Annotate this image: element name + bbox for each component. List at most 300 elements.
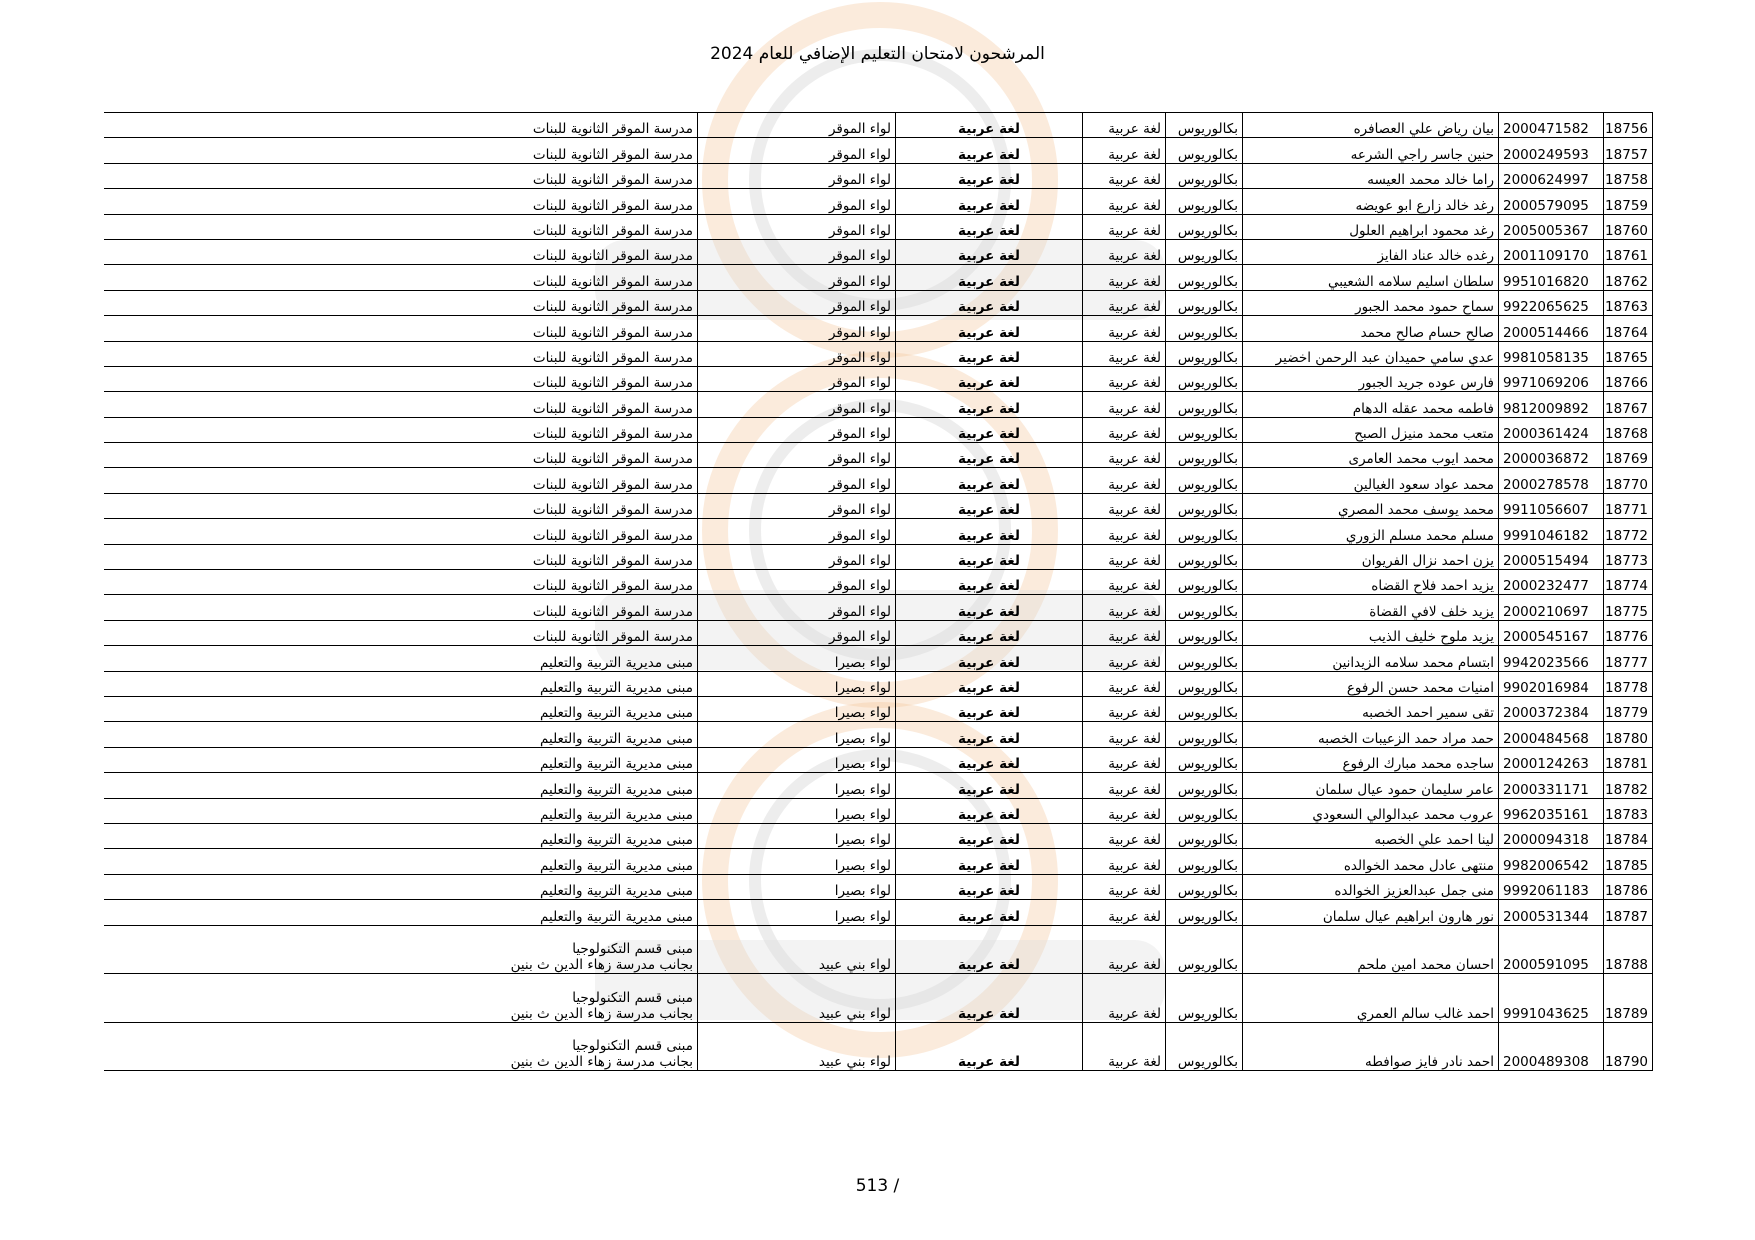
degree-cell: بكالوريوس	[1166, 696, 1243, 721]
major-cell: لغة عربية	[1083, 113, 1166, 138]
major-cell: لغة عربية	[1083, 747, 1166, 772]
exam-center-cell	[105, 925, 698, 974]
exam-center-line: مدرسة الموقر الثانوية للبنات	[532, 426, 693, 443]
major-cell: لغة عربية	[1083, 974, 1166, 1023]
degree-cell: بكالوريوس	[1166, 417, 1243, 442]
degree-cell: بكالوريوس	[1166, 341, 1243, 366]
national-id-cell: 2000232477	[1499, 570, 1604, 595]
subject-cell: لغة عربية	[896, 341, 1083, 366]
name-cell: ابتسام محمد سلامه الزيدانين	[1243, 646, 1499, 671]
name-cell: متعب محمد منيزل الصبح	[1243, 417, 1499, 442]
major-cell: لغة عربية	[1083, 519, 1166, 544]
serial-cell: 18770	[1604, 468, 1653, 493]
exam-center-line: مدرسة الموقر الثانوية للبنات	[532, 603, 693, 620]
national-id-cell: 2000531344	[1499, 900, 1604, 925]
exam-center-cell	[105, 214, 698, 239]
serial-cell: 18785	[1604, 849, 1653, 874]
table-row	[105, 849, 1653, 874]
degree-cell: بكالوريوس	[1166, 900, 1243, 925]
subject-cell: لغة عربية	[896, 290, 1083, 315]
table-row	[105, 671, 1653, 696]
serial-cell: 18778	[1604, 671, 1653, 696]
district-cell: لواء بصيرا	[698, 646, 896, 671]
subject-cell: لغة عربية	[896, 747, 1083, 772]
table-row	[105, 519, 1653, 544]
district-cell: لواء الموقر	[698, 468, 896, 493]
name-cell: ساجده محمد مبارك الرفوع	[1243, 747, 1499, 772]
district-cell: لواء بصيرا	[698, 747, 896, 772]
national-id-cell: 2000484568	[1499, 722, 1604, 747]
degree-cell: بكالوريوس	[1166, 823, 1243, 848]
table-row	[105, 823, 1653, 848]
exam-center-cell	[105, 138, 698, 163]
subject-cell: لغة عربية	[896, 696, 1083, 721]
subject-cell: لغة عربية	[896, 519, 1083, 544]
subject-cell: لغة عربية	[896, 570, 1083, 595]
serial-cell: 18766	[1604, 366, 1653, 391]
serial-cell: 18780	[1604, 722, 1653, 747]
major-cell: لغة عربية	[1083, 570, 1166, 595]
table-row	[105, 239, 1653, 264]
name-cell: امنيات محمد حسن الرفوع	[1243, 671, 1499, 696]
subject-cell: لغة عربية	[896, 849, 1083, 874]
exam-center-cell	[105, 519, 698, 544]
exam-center-line: مدرسة الموقر الثانوية للبنات	[532, 146, 693, 163]
exam-center-cell	[105, 366, 698, 391]
subject-cell: لغة عربية	[896, 366, 1083, 391]
serial-cell: 18775	[1604, 595, 1653, 620]
table-row	[105, 722, 1653, 747]
serial-cell: 18790	[1604, 1022, 1653, 1071]
district-cell: لواء الموقر	[698, 290, 896, 315]
table-row	[105, 1022, 1653, 1071]
major-cell: لغة عربية	[1083, 214, 1166, 239]
national-id-cell: 2000372384	[1499, 696, 1604, 721]
subject-cell: لغة عربية	[896, 544, 1083, 569]
district-cell: لواء الموقر	[698, 519, 896, 544]
subject-cell: لغة عربية	[896, 595, 1083, 620]
name-cell: احمد غالب سالم العمري	[1243, 974, 1499, 1023]
national-id-cell: 9902016984	[1499, 671, 1604, 696]
exam-center-line: مدرسة الموقر الثانوية للبنات	[532, 629, 693, 646]
table-row	[105, 974, 1653, 1023]
national-id-cell: 9981058135	[1499, 341, 1604, 366]
table-row	[105, 874, 1653, 899]
serial-cell: 18776	[1604, 620, 1653, 645]
exam-center-cell	[105, 265, 698, 290]
subject-cell: لغة عربية	[896, 392, 1083, 417]
national-id-cell: 2000579095	[1499, 189, 1604, 214]
district-cell: لواء بصيرا	[698, 773, 896, 798]
table-row	[105, 595, 1653, 620]
national-id-cell: 2000489308	[1499, 1022, 1604, 1071]
name-cell: محمد عواد سعود الغيالين	[1243, 468, 1499, 493]
table-row	[105, 900, 1653, 925]
name-cell: يزيد ملوح خليف الذيب	[1243, 620, 1499, 645]
table-row	[105, 316, 1653, 341]
name-cell: سماح حمود محمد الجبور	[1243, 290, 1499, 315]
table-row	[105, 620, 1653, 645]
degree-cell: بكالوريوس	[1166, 392, 1243, 417]
exam-center-cell	[105, 646, 698, 671]
district-cell: لواء بصيرا	[698, 671, 896, 696]
page-number: 513 /	[855, 1176, 900, 1196]
major-cell: لغة عربية	[1083, 900, 1166, 925]
degree-cell: بكالوريوس	[1166, 671, 1243, 696]
national-id-cell: 2000210697	[1499, 595, 1604, 620]
national-id-cell: 2000278578	[1499, 468, 1604, 493]
district-cell: لواء الموقر	[698, 417, 896, 442]
subject-cell: لغة عربية	[896, 773, 1083, 798]
subject-cell: لغة عربية	[896, 239, 1083, 264]
district-cell: لواء بني عبيد	[698, 925, 896, 974]
exam-center-cell	[105, 544, 698, 569]
serial-cell: 18777	[1604, 646, 1653, 671]
exam-center-line: مدرسة الموقر الثانوية للبنات	[532, 299, 693, 316]
serial-cell: 18768	[1604, 417, 1653, 442]
district-cell: لواء الموقر	[698, 595, 896, 620]
serial-cell: 18761	[1604, 239, 1653, 264]
district-cell: لواء الموقر	[698, 316, 896, 341]
degree-cell: بكالوريوس	[1166, 519, 1243, 544]
table-row	[105, 773, 1653, 798]
major-cell: لغة عربية	[1083, 671, 1166, 696]
serial-cell: 18784	[1604, 823, 1653, 848]
degree-cell: بكالوريوس	[1166, 925, 1243, 974]
serial-cell: 18787	[1604, 900, 1653, 925]
degree-cell: بكالوريوس	[1166, 773, 1243, 798]
exam-center-line: مبنى مديرية التربية والتعليم	[540, 883, 693, 900]
degree-cell: بكالوريوس	[1166, 747, 1243, 772]
table-row	[105, 696, 1653, 721]
national-id-cell: 9922065625	[1499, 290, 1604, 315]
degree-cell: بكالوريوس	[1166, 265, 1243, 290]
exam-center-line: مبنى مديرية التربية والتعليم	[540, 705, 693, 722]
name-cell: لينا احمد علي الخصبه	[1243, 823, 1499, 848]
major-cell: لغة عربية	[1083, 189, 1166, 214]
serial-cell: 18763	[1604, 290, 1653, 315]
exam-center-line: مدرسة الموقر الثانوية للبنات	[532, 273, 693, 290]
national-id-cell: 9812009892	[1499, 392, 1604, 417]
subject-cell: لغة عربية	[896, 443, 1083, 468]
table-row	[105, 417, 1653, 442]
name-cell: تقى سمير احمد الخصبه	[1243, 696, 1499, 721]
district-cell: لواء الموقر	[698, 366, 896, 391]
serial-cell: 18765	[1604, 341, 1653, 366]
name-cell: منتهى عادل محمد الخوالده	[1243, 849, 1499, 874]
national-id-cell: 2000545167	[1499, 620, 1604, 645]
serial-cell: 18788	[1604, 925, 1653, 974]
major-cell: لغة عربية	[1083, 849, 1166, 874]
exam-center-line: مدرسة الموقر الثانوية للبنات	[532, 121, 693, 138]
district-cell: لواء بصيرا	[698, 823, 896, 848]
exam-center-cell	[105, 849, 698, 874]
exam-center-line: مبنى قسم التكنولوجيا	[572, 941, 693, 957]
degree-cell: بكالوريوس	[1166, 1022, 1243, 1071]
candidates-table	[104, 112, 1653, 1071]
name-cell: حمد مراد حمد الزعيبات الخصبه	[1243, 722, 1499, 747]
national-id-cell: 9991043625	[1499, 974, 1604, 1023]
district-cell: لواء بصيرا	[698, 722, 896, 747]
exam-center-line: بجانب مدرسة زهاء الدين ث بنين	[510, 1054, 693, 1070]
national-id-cell: 9911056607	[1499, 493, 1604, 518]
exam-center-cell	[105, 341, 698, 366]
exam-center-line: مبنى قسم التكنولوجيا	[572, 1038, 693, 1054]
table-row	[105, 163, 1653, 188]
serial-cell: 18760	[1604, 214, 1653, 239]
major-cell: لغة عربية	[1083, 823, 1166, 848]
name-cell: محمد يوسف محمد المصري	[1243, 493, 1499, 518]
degree-cell: بكالوريوس	[1166, 722, 1243, 747]
table-row	[105, 290, 1653, 315]
exam-center-line: مبنى قسم التكنولوجيا	[572, 989, 693, 1006]
major-cell: لغة عربية	[1083, 773, 1166, 798]
exam-center-cell	[105, 163, 698, 188]
major-cell: لغة عربية	[1083, 646, 1166, 671]
exam-center-cell	[105, 239, 698, 264]
degree-cell: بكالوريوس	[1166, 443, 1243, 468]
serial-cell: 18756	[1604, 113, 1653, 138]
exam-center-cell	[105, 620, 698, 645]
major-cell: لغة عربية	[1083, 1022, 1166, 1071]
exam-center-line: مدرسة الموقر الثانوية للبنات	[532, 451, 693, 468]
major-cell: لغة عربية	[1083, 443, 1166, 468]
serial-cell: 18758	[1604, 163, 1653, 188]
exam-center-cell	[105, 1022, 698, 1071]
table-row	[105, 341, 1653, 366]
serial-cell: 18774	[1604, 570, 1653, 595]
national-id-cell: 2000591095	[1499, 925, 1604, 974]
degree-cell: بكالوريوس	[1166, 138, 1243, 163]
degree-cell: بكالوريوس	[1166, 620, 1243, 645]
exam-center-line: مدرسة الموقر الثانوية للبنات	[532, 476, 693, 493]
major-cell: لغة عربية	[1083, 620, 1166, 645]
degree-cell: بكالوريوس	[1166, 316, 1243, 341]
national-id-cell: 2000094318	[1499, 823, 1604, 848]
exam-center-line: مبنى مديرية التربية والتعليم	[540, 857, 693, 874]
subject-cell: لغة عربية	[896, 823, 1083, 848]
name-cell: راما خالد محمد العيسه	[1243, 163, 1499, 188]
table-row	[105, 443, 1653, 468]
serial-cell: 18783	[1604, 798, 1653, 823]
exam-center-line: مبنى مديرية التربية والتعليم	[540, 679, 693, 696]
national-id-cell: 2005005367	[1499, 214, 1604, 239]
name-cell: نور هارون ابراهيم عيال سلمان	[1243, 900, 1499, 925]
name-cell: يزن احمد نزال الفريوان	[1243, 544, 1499, 569]
exam-center-cell	[105, 798, 698, 823]
name-cell: يزيد احمد فلاح القضاه	[1243, 570, 1499, 595]
degree-cell: بكالوريوس	[1166, 214, 1243, 239]
exam-center-line: مدرسة الموقر الثانوية للبنات	[532, 197, 693, 214]
exam-center-line: مدرسة الموقر الثانوية للبنات	[532, 349, 693, 366]
exam-center-line: مدرسة الموقر الثانوية للبنات	[532, 375, 693, 392]
exam-center-cell	[105, 595, 698, 620]
major-cell: لغة عربية	[1083, 392, 1166, 417]
page-title: المرشحون لامتحان التعليم الإضافي للعام 2024	[710, 44, 1045, 64]
district-cell: لواء بصيرا	[698, 874, 896, 899]
degree-cell: بكالوريوس	[1166, 468, 1243, 493]
major-cell: لغة عربية	[1083, 925, 1166, 974]
subject-cell: لغة عربية	[896, 925, 1083, 974]
subject-cell: لغة عربية	[896, 722, 1083, 747]
serial-cell: 18773	[1604, 544, 1653, 569]
exam-center-cell	[105, 316, 698, 341]
national-id-cell: 2000515494	[1499, 544, 1604, 569]
exam-center-line: مدرسة الموقر الثانوية للبنات	[532, 324, 693, 341]
subject-cell: لغة عربية	[896, 974, 1083, 1023]
subject-cell: لغة عربية	[896, 316, 1083, 341]
exam-center-cell	[105, 493, 698, 518]
serial-cell: 18772	[1604, 519, 1653, 544]
table-row	[105, 798, 1653, 823]
name-cell: حنين جاسر راجي الشرعه	[1243, 138, 1499, 163]
exam-center-line: مدرسة الموقر الثانوية للبنات	[532, 222, 693, 239]
table-row	[105, 265, 1653, 290]
exam-center-line: مبنى مديرية التربية والتعليم	[540, 730, 693, 747]
name-cell: محمد ايوب محمد العامرى	[1243, 443, 1499, 468]
degree-cell: بكالوريوس	[1166, 113, 1243, 138]
table-row	[105, 468, 1653, 493]
degree-cell: بكالوريوس	[1166, 189, 1243, 214]
district-cell: لواء الموقر	[698, 493, 896, 518]
subject-cell: لغة عربية	[896, 189, 1083, 214]
district-cell: لواء الموقر	[698, 392, 896, 417]
major-cell: لغة عربية	[1083, 722, 1166, 747]
degree-cell: بكالوريوس	[1166, 570, 1243, 595]
district-cell: لواء بصيرا	[698, 798, 896, 823]
subject-cell: لغة عربية	[896, 671, 1083, 696]
degree-cell: بكالوريوس	[1166, 239, 1243, 264]
exam-center-cell	[105, 671, 698, 696]
district-cell: لواء الموقر	[698, 443, 896, 468]
major-cell: لغة عربية	[1083, 544, 1166, 569]
subject-cell: لغة عربية	[896, 163, 1083, 188]
national-id-cell: 2000124263	[1499, 747, 1604, 772]
serial-cell: 18781	[1604, 747, 1653, 772]
major-cell: لغة عربية	[1083, 417, 1166, 442]
name-cell: فارس عوده جريد الجبور	[1243, 366, 1499, 391]
name-cell: بيان رياض علي العصافره	[1243, 113, 1499, 138]
exam-center-line: مبنى مديرية التربية والتعليم	[540, 832, 693, 849]
exam-center-line: مبنى مديرية التربية والتعليم	[540, 908, 693, 925]
district-cell: لواء بصيرا	[698, 900, 896, 925]
name-cell: سلطان اسليم سلامه الشعيبي	[1243, 265, 1499, 290]
district-cell: لواء بني عبيد	[698, 974, 896, 1023]
exam-center-cell	[105, 696, 698, 721]
national-id-cell: 2000331171	[1499, 773, 1604, 798]
table-row	[105, 392, 1653, 417]
district-cell: لواء الموقر	[698, 138, 896, 163]
exam-center-line: مبنى مديرية التربية والتعليم	[540, 654, 693, 671]
exam-center-cell	[105, 974, 698, 1023]
exam-center-cell	[105, 392, 698, 417]
subject-cell: لغة عربية	[896, 214, 1083, 239]
national-id-cell: 2000361424	[1499, 417, 1604, 442]
national-id-cell: 9991046182	[1499, 519, 1604, 544]
national-id-cell: 9962035161	[1499, 798, 1604, 823]
exam-center-line: مدرسة الموقر الثانوية للبنات	[532, 400, 693, 417]
major-cell: لغة عربية	[1083, 163, 1166, 188]
name-cell: رغد خالد زارع ابو عويضه	[1243, 189, 1499, 214]
table-row	[105, 570, 1653, 595]
name-cell: عدي سامي حميدان عبد الرحمن اخضير	[1243, 341, 1499, 366]
district-cell: لواء الموقر	[698, 189, 896, 214]
exam-center-cell	[105, 570, 698, 595]
major-cell: لغة عربية	[1083, 290, 1166, 315]
name-cell: منى جمل عبدالعزيز الخوالده	[1243, 874, 1499, 899]
exam-center-line: مدرسة الموقر الثانوية للبنات	[532, 248, 693, 265]
district-cell: لواء الموقر	[698, 570, 896, 595]
major-cell: لغة عربية	[1083, 798, 1166, 823]
candidates-table-body	[105, 113, 1653, 1071]
exam-center-line: مبنى مديرية التربية والتعليم	[540, 756, 693, 773]
exam-center-cell	[105, 290, 698, 315]
table-row	[105, 214, 1653, 239]
serial-cell: 18786	[1604, 874, 1653, 899]
table-row	[105, 113, 1653, 138]
exam-center-cell	[105, 747, 698, 772]
name-cell: عامر سليمان حمود عيال سلمان	[1243, 773, 1499, 798]
name-cell: رغد محمود ابراهيم العلول	[1243, 214, 1499, 239]
district-cell: لواء الموقر	[698, 113, 896, 138]
national-id-cell: 2000471582	[1499, 113, 1604, 138]
subject-cell: لغة عربية	[896, 113, 1083, 138]
serial-cell: 18764	[1604, 316, 1653, 341]
exam-center-line: مبنى مديرية التربية والتعليم	[540, 806, 693, 823]
national-id-cell: 9992061183	[1499, 874, 1604, 899]
major-cell: لغة عربية	[1083, 468, 1166, 493]
serial-cell: 18782	[1604, 773, 1653, 798]
degree-cell: بكالوريوس	[1166, 974, 1243, 1023]
exam-center-line: مدرسة الموقر الثانوية للبنات	[532, 172, 693, 189]
degree-cell: بكالوريوس	[1166, 646, 1243, 671]
national-id-cell: 2000036872	[1499, 443, 1604, 468]
national-id-cell: 2000624997	[1499, 163, 1604, 188]
table-row	[105, 493, 1653, 518]
name-cell: عروب محمد عبدالوالي السعودي	[1243, 798, 1499, 823]
exam-center-cell	[105, 874, 698, 899]
name-cell: فاطمه محمد عقله الدهام	[1243, 392, 1499, 417]
degree-cell: بكالوريوس	[1166, 798, 1243, 823]
degree-cell: بكالوريوس	[1166, 544, 1243, 569]
district-cell: لواء الموقر	[698, 620, 896, 645]
district-cell: لواء بصيرا	[698, 696, 896, 721]
subject-cell: لغة عربية	[896, 620, 1083, 645]
name-cell: رغده خالد عناد الفايز	[1243, 239, 1499, 264]
exam-center-line: مدرسة الموقر الثانوية للبنات	[532, 502, 693, 519]
exam-center-cell	[105, 722, 698, 747]
table-row	[105, 925, 1653, 974]
major-cell: لغة عربية	[1083, 874, 1166, 899]
exam-center-line: بجانب مدرسة زهاء الدين ث بنين	[510, 957, 693, 973]
serial-cell: 18769	[1604, 443, 1653, 468]
exam-center-cell	[105, 900, 698, 925]
national-id-cell: 9951016820	[1499, 265, 1604, 290]
exam-center-line: مدرسة الموقر الثانوية للبنات	[532, 527, 693, 544]
exam-center-cell	[105, 189, 698, 214]
national-id-cell: 2000249593	[1499, 138, 1604, 163]
national-id-cell: 9942023566	[1499, 646, 1604, 671]
exam-center-cell	[105, 468, 698, 493]
name-cell: صالح حسام صالح محمد	[1243, 316, 1499, 341]
district-cell: لواء الموقر	[698, 341, 896, 366]
degree-cell: بكالوريوس	[1166, 163, 1243, 188]
district-cell: لواء الموقر	[698, 214, 896, 239]
major-cell: لغة عربية	[1083, 316, 1166, 341]
district-cell: لواء الموقر	[698, 163, 896, 188]
exam-center-cell	[105, 823, 698, 848]
major-cell: لغة عربية	[1083, 265, 1166, 290]
